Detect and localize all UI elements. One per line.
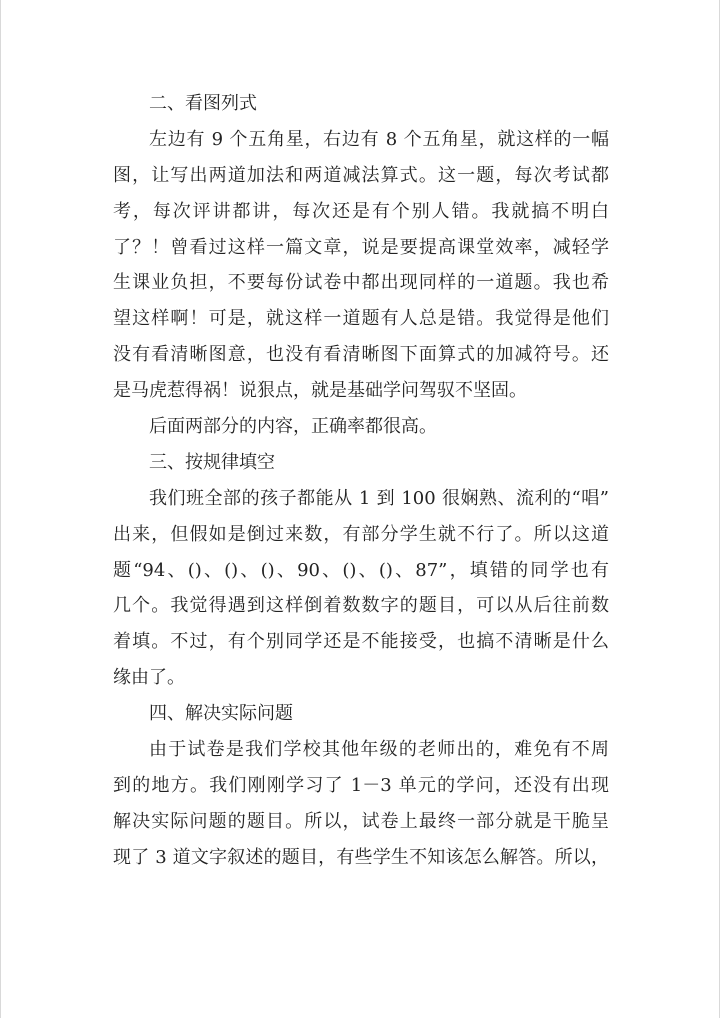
paragraph: [113, 122, 609, 409]
paragraph-line: 我们班全部的孩子都能从 1 到 100 很娴熟、流利的“唱”: [149, 487, 609, 509]
document-body: [113, 86, 609, 876]
paragraph-line: 题“94、()、()、()、90、()、()、87”，填错的同学也有: [113, 559, 609, 581]
paragraph-line: 后面两部分的内容，正确率都很高。: [149, 416, 437, 438]
paragraph-line: 了？！曾看过这样一篇文章，说是要提高课堂效率，减轻学: [113, 236, 609, 258]
paragraph-line: 生课业负担，不要每份试卷中都出现同样的一道题。我也希: [113, 272, 609, 294]
paragraph-line: 几个。我觉得遇到这样倒着数数字的题目，可以从后往前数: [113, 595, 609, 617]
paragraph-line: 没有看清晰图意，也没有看清晰图下面算式的加减符号。还: [113, 344, 609, 366]
section-heading-fill-by-pattern: 三、按规律填空: [149, 451, 275, 473]
paragraph: [113, 409, 609, 445]
paragraph-line: 是马虎惹得祸！说狠点，就是基础学问驾驭不坚固。: [113, 380, 527, 402]
paragraph-line: 考，每次评讲都讲，每次还是有个别人错。我就搞不明白: [113, 200, 609, 222]
paragraph-line: 望这样啊！可是，就这样一道题有人总是错。我觉得是他们: [113, 308, 609, 330]
paragraph-line: 到的地方。我们刚刚学习了 1－3 单元的学问，还没有出现: [113, 774, 609, 796]
paragraph-line: 着填。不过，有个别同学还是不能接受，也搞不清晰是什么: [113, 631, 609, 653]
paragraph-line: 由于试卷是我们学校其他年级的老师出的，难免有不周: [149, 739, 609, 761]
paragraph-line: 现了 3 道文字叙述的题目，有些学生不知该怎么解答。所以，: [113, 846, 609, 868]
paragraph-line: 缘由了。: [113, 667, 185, 689]
paragraph-line: 解决实际问题的题目。所以，试卷上最终一部分就是干脆呈: [113, 810, 609, 832]
section-heading-solve-practical-problems: 四、解决实际问题: [149, 703, 293, 725]
section-heading-look-and-write: 二、看图列式: [149, 93, 257, 114]
paragraph: [113, 481, 609, 696]
paragraph-line: 出来，但假如是倒过来数，有部分学生就不行了。所以这道: [113, 523, 609, 545]
paragraph: [113, 732, 609, 876]
paragraph-line: 左边有 9 个五角星，右边有 8 个五角星，就这样的一幅: [149, 128, 609, 150]
paragraph-line: 图，让写出两道加法和两道减法算式。这一题，每次考试都: [113, 164, 609, 186]
